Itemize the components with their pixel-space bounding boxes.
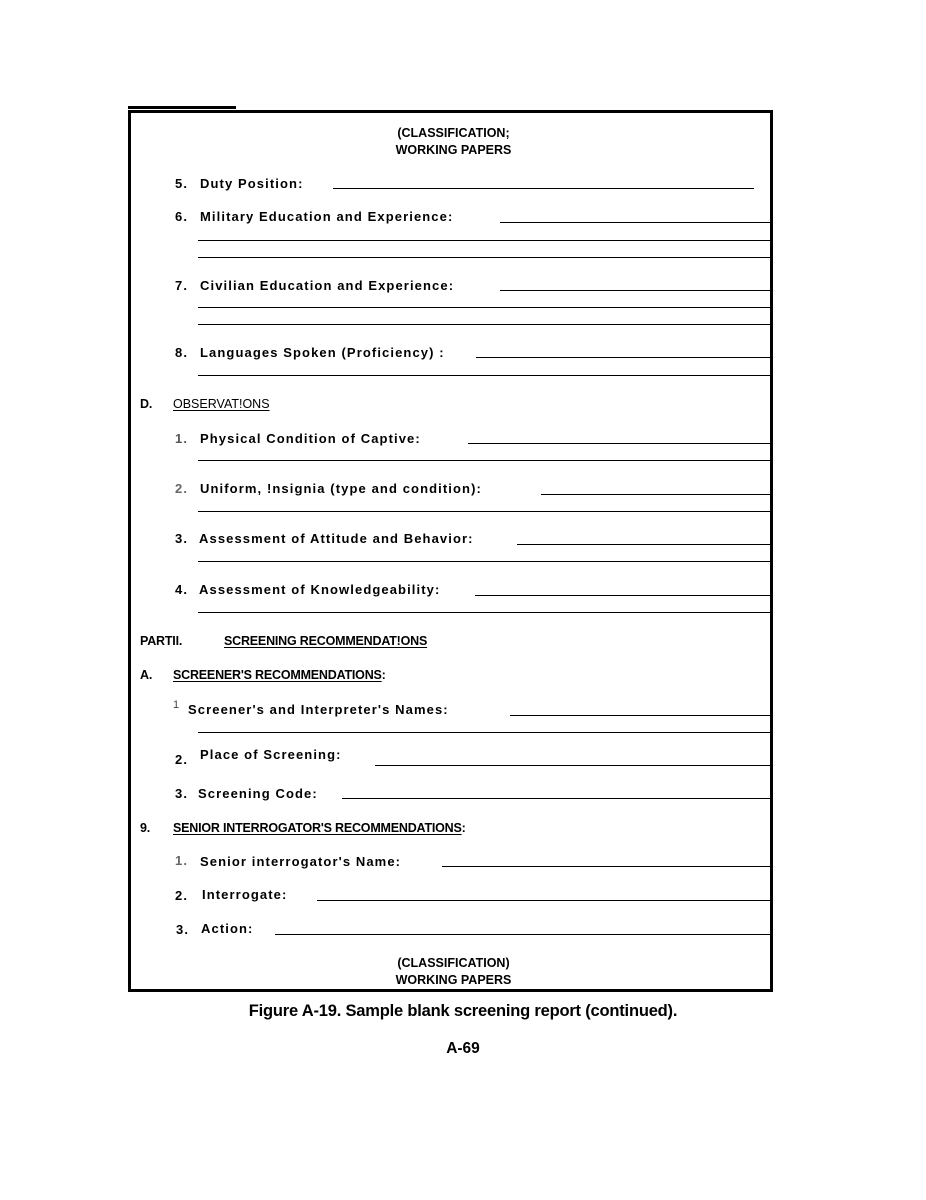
physical-condition-field-line2[interactable]: [198, 460, 773, 461]
section-d-letter: D.: [140, 397, 153, 411]
item-number: 1: [173, 699, 181, 711]
item-number: 4.: [175, 582, 189, 597]
uniform-insignia-field-line2[interactable]: [198, 511, 773, 512]
item-number: 5.: [175, 176, 189, 191]
screening-recommendations-heading: SCREENING RECOMMENDAT!ONS: [224, 634, 428, 648]
languages-field-line2[interactable]: [198, 375, 773, 376]
screeners-recommendations-title: SCREENER'S RECOMMENDATIONS: [173, 668, 382, 682]
part-two-label: PARTII.: [140, 634, 183, 648]
knowledgeability-field-line2[interactable]: [198, 612, 773, 613]
item-number: 1.: [175, 853, 189, 868]
military-education-label: Military Education and Experience:: [200, 209, 454, 224]
uniform-insignia-field[interactable]: [541, 494, 773, 495]
classification-footer-line2: WORKING PAPERS: [395, 973, 512, 987]
military-education-field-line3[interactable]: [198, 257, 773, 258]
interrogate-label: Interrogate:: [202, 887, 288, 902]
military-education-field[interactable]: [500, 222, 773, 223]
classification-footer-line1: (CLASSIFICATION): [397, 956, 510, 970]
item-number: 3.: [176, 922, 190, 937]
section-9-number: 9.: [140, 821, 151, 835]
item-number: 1.: [175, 431, 189, 446]
knowledgeability-label: Assessment of Knowledgeability:: [199, 582, 441, 597]
attitude-behavior-label: Assessment of Attitude and Behavior:: [199, 531, 474, 546]
screening-code-field[interactable]: [342, 798, 773, 799]
duty-position-field[interactable]: [333, 188, 754, 189]
classification-footer: [131, 955, 776, 989]
item-number: 6.: [175, 209, 189, 224]
uniform-insignia-label: Uniform, !nsignia (type and condition):: [200, 481, 482, 496]
place-of-screening-field[interactable]: [375, 765, 773, 766]
languages-label: Languages Spoken (Proficiency) :: [200, 345, 445, 360]
action-label: Action:: [201, 921, 254, 936]
item-number: 2.: [175, 888, 189, 903]
item-number: 7.: [175, 278, 189, 293]
senior-interrogator-name-label: Senior interrogator's Name:: [200, 854, 402, 869]
physical-condition-label: Physical Condition of Captive:: [200, 431, 421, 446]
item-number: 3.: [175, 786, 189, 801]
page-number: A-69: [446, 1040, 480, 1057]
attitude-behavior-field-line2[interactable]: [198, 561, 773, 562]
frame-corner-mark: [128, 106, 236, 109]
civilian-education-field-line2[interactable]: [198, 307, 773, 308]
screener-interpreter-names-label: Screener's and Interpreter's Names:: [188, 702, 449, 717]
senior-interrogator-name-field[interactable]: [442, 866, 773, 867]
place-of-screening-label: Place of Screening:: [200, 747, 342, 762]
action-field[interactable]: [275, 934, 773, 935]
screener-interpreter-names-field-line2[interactable]: [198, 732, 773, 733]
classification-header-line1: (CLASSIFICATION;: [397, 126, 510, 140]
observations-heading: OBSERVAT!ONS: [173, 397, 270, 411]
item-number: 2.: [175, 481, 189, 496]
screening-code-label: Screening Code:: [198, 786, 318, 801]
senior-interrogator-recommendations-heading: [173, 820, 466, 836]
heading-colon: :: [461, 821, 466, 835]
attitude-behavior-field[interactable]: [517, 544, 773, 545]
screener-interpreter-names-field[interactable]: [510, 715, 773, 716]
knowledgeability-field[interactable]: [475, 595, 773, 596]
classification-header-line2: WORKING PAPERS: [395, 143, 512, 157]
civilian-education-field-line3[interactable]: [198, 324, 773, 325]
duty-position-label: Duty Position:: [200, 176, 304, 191]
civilian-education-label: Civilian Education and Experience:: [200, 278, 455, 293]
item-number: 8.: [175, 345, 189, 360]
languages-field[interactable]: [476, 357, 773, 358]
item-number: 2.: [175, 752, 189, 767]
item-number: 3.: [175, 531, 189, 546]
military-education-field-line2[interactable]: [198, 240, 773, 241]
interrogate-field[interactable]: [317, 900, 773, 901]
section-a-letter: A.: [140, 668, 153, 682]
screeners-recommendations-heading: [173, 667, 386, 683]
physical-condition-field[interactable]: [468, 443, 773, 444]
senior-interrogator-recommendations-title: SENIOR INTERROGATOR'S RECOMMENDATIONS: [173, 821, 462, 835]
figure-caption: Figure A-19. Sample blank screening report (continued).: [248, 1002, 678, 1020]
classification-header: [131, 125, 776, 159]
civilian-education-field[interactable]: [500, 290, 773, 291]
heading-colon: :: [381, 668, 386, 682]
